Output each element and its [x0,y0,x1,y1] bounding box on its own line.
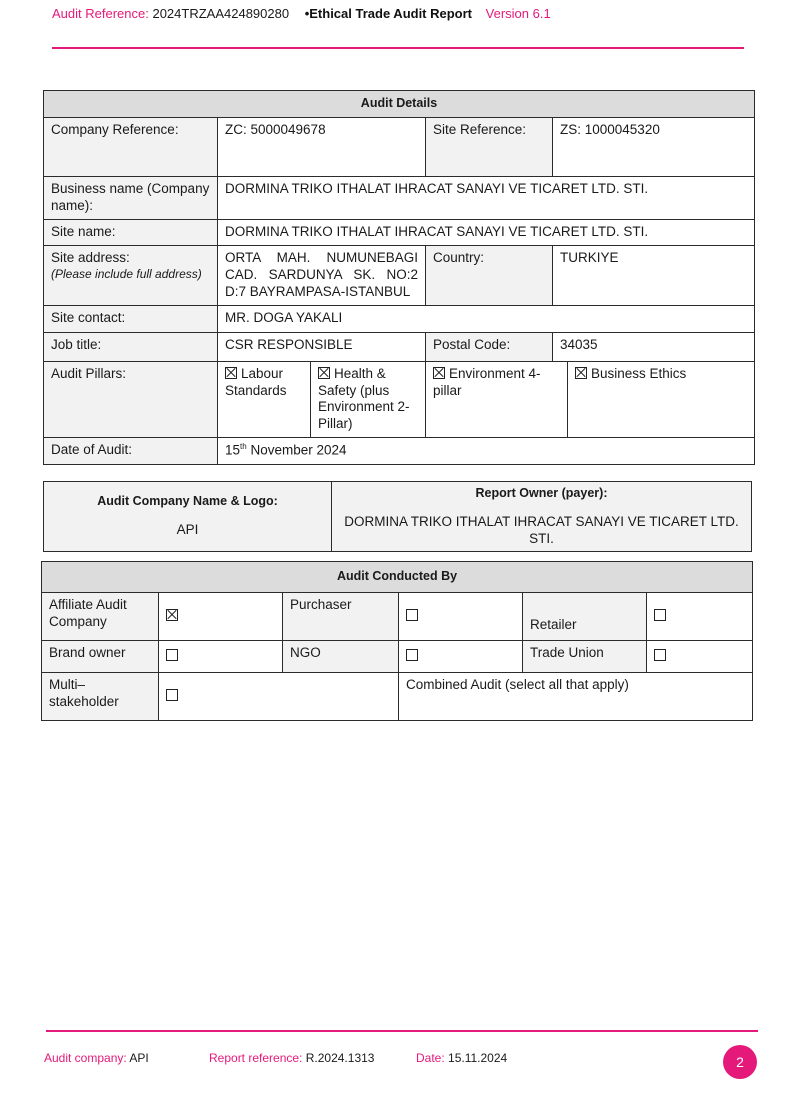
brand-owner-label: Brand owner [42,641,159,673]
job-title-label: Job title: [44,332,218,361]
page-number-badge: 2 [723,1045,757,1079]
company-reference-label: Company Reference: [44,118,218,177]
page-header [52,6,551,21]
pillar-environment [426,361,568,438]
labour-checkbox[interactable] [225,367,237,379]
pillar-labour [218,361,311,438]
site-name-value: DORMINA TRIKO ITHALAT IHRACAT SANAYI VE TICARET LTD. STI. [218,220,755,246]
business-ethics-label: Business Ethics [591,365,687,381]
affiliate-label: Affiliate Audit Company [42,593,159,641]
footer-date [416,1051,507,1065]
report-owner-cell [332,482,752,552]
audit-details-heading: Audit Details [44,91,755,118]
brand-owner-checkbox[interactable] [166,649,178,661]
audit-company-value: API [176,522,199,538]
company-owner-table [43,481,752,552]
trade-union-checkbox[interactable] [654,649,666,661]
trade-union-label: Trade Union [523,641,647,673]
company-reference-value: ZC: 5000049678 [218,118,426,177]
combined-audit-text: Combined Audit (select all that apply) [399,673,753,721]
report-version: Version 6.1 [485,6,551,21]
environment-checkbox[interactable] [433,367,445,379]
date-of-audit-value [218,438,755,465]
country-label: Country: [426,246,553,306]
multi-stakeholder-checkbox[interactable] [166,689,178,701]
country-value: TURKIYE [553,246,755,306]
site-address-value: ORTA MAH. NUMUNEBAGI CAD. SARDUNYA SK. NO:2 D:7 BAYRAMPASA-ISTANBUL [218,246,426,306]
audit-details-table [43,90,755,465]
site-contact-label: Site contact: [44,305,218,332]
report-title: •Ethical Trade Audit Report [304,6,473,21]
audit-reference-value: 2024TRZAA424890280 [152,6,290,21]
job-title-value: CSR RESPONSIBLE [218,332,426,361]
audit-company-heading: Audit Company Name & Logo: [97,494,278,509]
brand-owner-cell [159,641,283,673]
footer-company-value: API [129,1051,149,1065]
pillar-health-safety [311,361,426,438]
site-address-label: Site address: [51,250,130,265]
date-suffix: th [240,442,247,452]
site-contact-value: MR. DOGA YAKALI [218,305,755,332]
business-name-label: Business name (Company name): [44,177,218,220]
trade-union-cell [647,641,753,673]
footer-date-value: 15.11.2024 [448,1051,508,1065]
audit-conducted-by-heading: Audit Conducted By [42,562,753,593]
health-safety-checkbox[interactable] [318,367,330,379]
date-day: 15 [225,442,241,458]
report-owner-value: DORMINA TRIKO ITHALAT IHRACAT SANAYI VE TICARET LTD. STI. [344,513,739,546]
environment-label: Environment 4-pillar [433,365,541,398]
retailer-checkbox[interactable] [654,609,666,621]
site-reference-value: ZS: 1000045320 [553,118,755,177]
health-safety-label: Health & Safety (plus Environment 2-Pillar) [318,365,410,432]
footer-report-reference [209,1051,374,1065]
retailer-label: Retailer [523,593,647,641]
site-address-label-cell [44,246,218,306]
audit-reference-label: Audit Reference: [52,6,149,21]
ngo-checkbox[interactable] [406,649,418,661]
ngo-label: NGO [283,641,399,673]
labour-label: Labour Standards [225,365,287,398]
retailer-cell [647,593,753,641]
ngo-cell [399,641,523,673]
multi-stakeholder-label: Multi–stakeholder [42,673,159,721]
business-ethics-checkbox[interactable] [575,367,587,379]
site-name-label: Site name: [44,220,218,246]
affiliate-cell [159,593,283,641]
footer-report-ref-label: Report reference: [209,1051,303,1065]
audit-company-cell [44,482,332,552]
postal-code-label: Postal Code: [426,332,553,361]
purchaser-cell [399,593,523,641]
audit-conducted-by-table [41,561,753,721]
site-address-note: (Please include full address) [51,266,202,281]
audit-pillars-label: Audit Pillars: [44,361,218,438]
affiliate-checkbox[interactable] [166,609,178,621]
purchaser-checkbox[interactable] [406,609,418,621]
footer-divider [46,1030,758,1032]
footer-company-label: Audit company: [44,1051,127,1065]
site-reference-label: Site Reference: [426,118,553,177]
footer-audit-company [44,1051,149,1065]
postal-code-value: 34035 [553,332,755,361]
date-of-audit-label: Date of Audit: [44,438,218,465]
header-divider [52,47,744,49]
pillar-business-ethics [568,361,755,438]
multi-stakeholder-cell [159,673,399,721]
footer-report-ref-value: R.2024.1313 [305,1051,375,1065]
purchaser-label: Purchaser [283,593,399,641]
report-owner-heading: Report Owner (payer): [475,486,608,500]
date-rest: November 2024 [246,442,347,458]
business-name-value: DORMINA TRIKO ITHALAT IHRACAT SANAYI VE TICARET LTD. STI. [218,177,755,220]
footer-date-label: Date: [416,1051,445,1065]
